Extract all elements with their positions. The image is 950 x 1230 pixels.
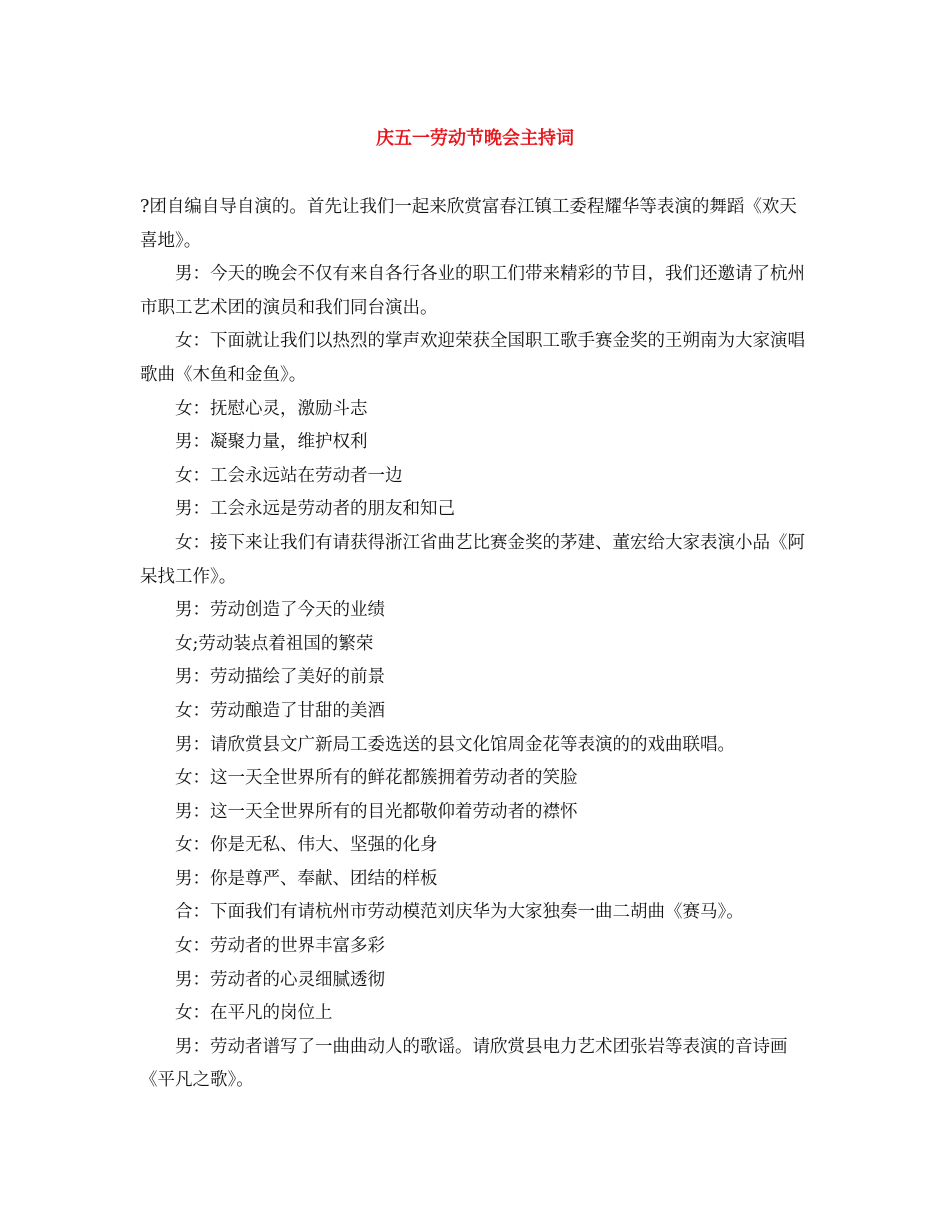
- paragraph: 合：下面我们有请杭州市劳动模范刘庆华为大家独奏一曲二胡曲《赛马》。: [175, 902, 744, 923]
- paragraph: 男：劳动描绘了美好的前景: [175, 667, 385, 688]
- paragraph: 女：下面就让我们以热烈的掌声欢迎荣获全国职工歌手赛金奖的王朔南为大家演唱歌曲《木鱼和金鱼》。: [140, 331, 805, 385]
- paragraph: 女：你是无私、伟大、坚强的化身: [175, 835, 438, 856]
- paragraph: 女：这一天全世界所有的鲜花都簇拥着劳动者的笑脸: [175, 768, 578, 789]
- document-title: 庆五一劳动节晚会主持词: [376, 128, 574, 149]
- paragraph: 女：在平凡的岗位上: [175, 1003, 333, 1024]
- paragraph: 男：今天的晚会不仅有来自各行各业的职工们带来精彩的节目，我们还邀请了杭州市职工艺术团的演员和我们同台演出。: [140, 264, 805, 318]
- paragraph: 男：劳动者的心灵细腻透彻: [175, 969, 385, 990]
- document-body: [140, 191, 812, 1098]
- paragraph: 男：劳动创造了今天的业绩: [175, 600, 385, 621]
- paragraph: 男：劳动者谱写了一曲曲动人的歌谣。请欣赏县电力艺术团张岩等表演的音诗画《平凡之歌》。: [140, 1036, 788, 1091]
- paragraph: ?团自编自导自演的。首先让我们一起来欣赏富春江镇工委程耀华等表演的舞蹈《欢天喜地》。: [140, 197, 797, 251]
- paragraph: 男：凝聚力量，维护权利: [175, 432, 368, 453]
- paragraph: 男：工会永远是劳动者的朋友和知己: [175, 499, 455, 520]
- paragraph: 女：接下来让我们有请获得浙江省曲艺比赛金奖的茅建、董宏给大家表演小品《阿呆找工作》。: [140, 532, 805, 587]
- paragraph: 女：劳动者的世界丰富多彩: [175, 936, 385, 957]
- paragraph: 男：请欣赏县文广新局工委选送的县文化馆周金花等表演的的戏曲联唱。: [175, 734, 735, 755]
- paragraph: 女：劳动酿造了甘甜的美酒: [175, 700, 385, 721]
- paragraph: 女：工会永远站在劳动者一边: [175, 465, 403, 486]
- paragraph: 女;劳动装点着祖国的繁荣: [175, 633, 374, 654]
- paragraph: 男：这一天全世界所有的目光都敬仰着劳动者的襟怀: [175, 801, 578, 822]
- paragraph: 男：你是尊严、奉献、团结的样板: [175, 868, 438, 889]
- paragraph: 女：抚慰心灵，激励斗志: [175, 398, 368, 419]
